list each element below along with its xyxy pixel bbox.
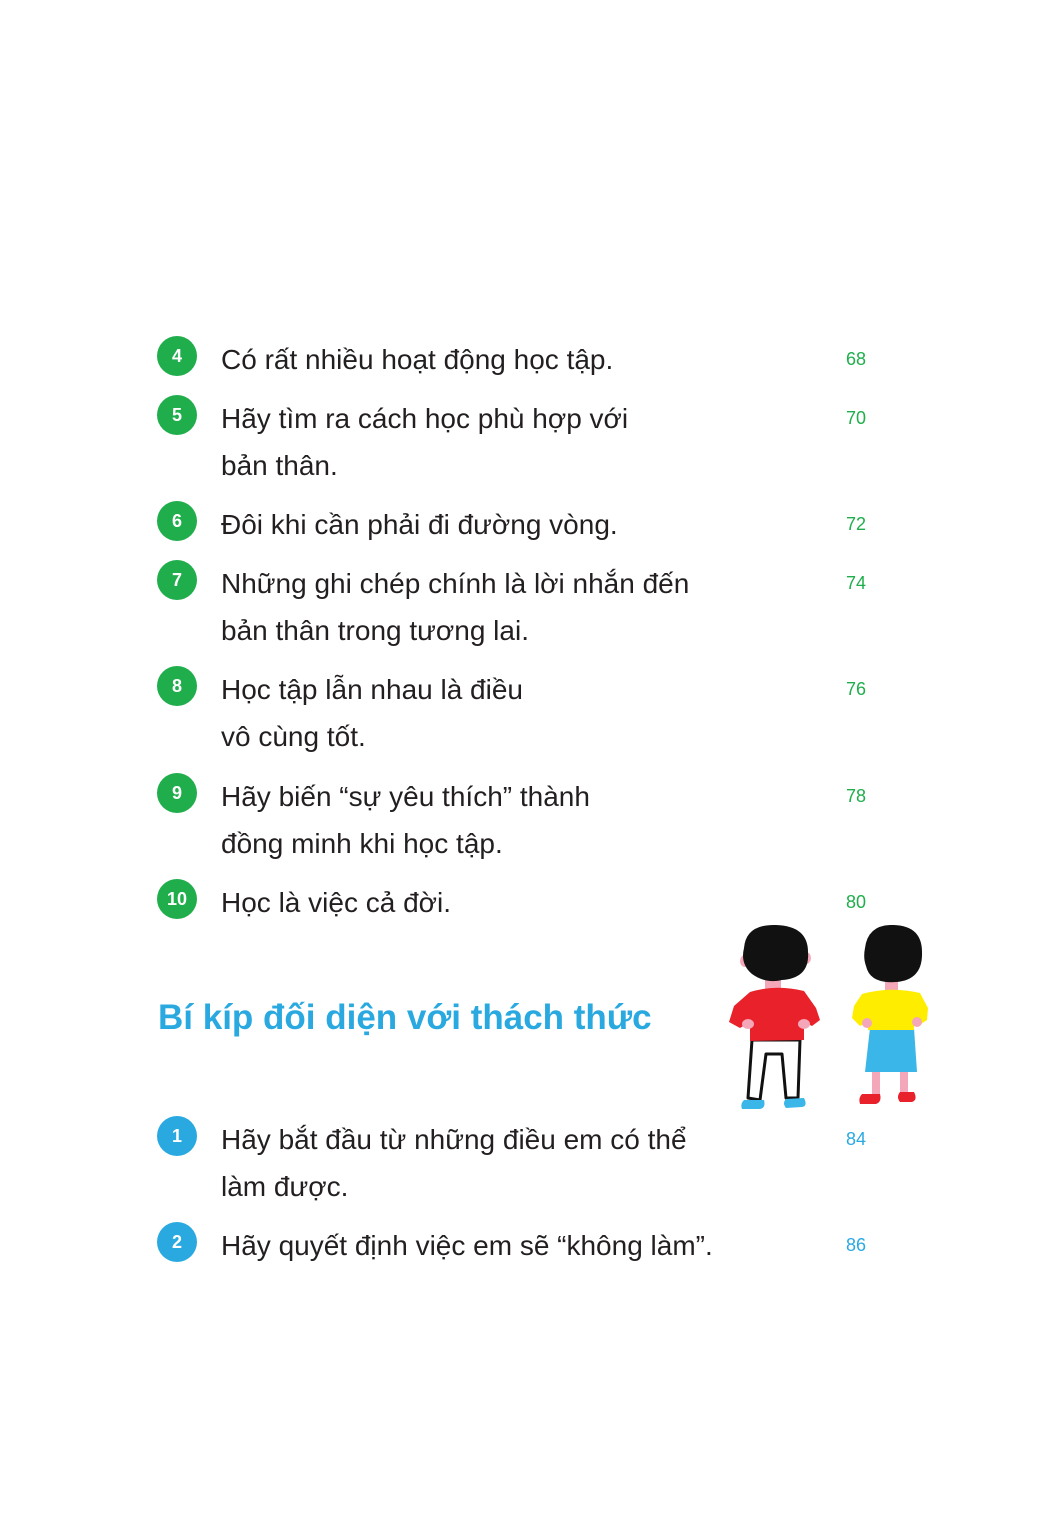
- toc-entry: [0, 773, 1040, 859]
- entry-title-line: vô cùng tốt.: [221, 721, 366, 752]
- entry-title: [221, 666, 821, 760]
- entry-title-line: Hãy biến “sự yêu thích” thành: [221, 781, 590, 812]
- page-number: 68: [846, 349, 867, 369]
- child-left-figure: [729, 925, 820, 1109]
- chapter-number-badge: 6: [157, 501, 197, 541]
- entry-title-line: Những ghi chép chính là lời nhắn đến: [221, 568, 690, 599]
- chapter-number-badge: 2: [157, 1222, 197, 1262]
- toc-entry: [0, 336, 1040, 383]
- entry-title-line: Hãy quyết định việc em sẽ “không làm”.: [221, 1230, 713, 1261]
- children-illustration: [720, 918, 935, 1118]
- toc-entry: [0, 395, 1040, 481]
- entry-title-line: bản thân trong tương lai.: [221, 615, 529, 646]
- toc-entry: [0, 560, 1040, 646]
- page-number: 86: [846, 1235, 867, 1255]
- chapter-number-badge: 10: [157, 879, 197, 919]
- entry-title-line: Có rất nhiều hoạt động học tập.: [221, 344, 614, 375]
- entry-title: [221, 1116, 821, 1210]
- toc-entry: [0, 1222, 1040, 1269]
- page-number: 72: [846, 514, 867, 534]
- entry-title-line: đồng minh khi học tập.: [221, 828, 503, 859]
- chapter-number-badge: 8: [157, 666, 197, 706]
- chapter-number-badge: 9: [157, 773, 197, 813]
- page-number: 78: [846, 786, 867, 806]
- entry-title: [221, 501, 821, 548]
- entry-title-line: Học tập lẫn nhau là điều: [221, 674, 523, 705]
- toc-entry: [0, 666, 1040, 752]
- page-number: 70: [846, 408, 867, 428]
- entry-title: [221, 395, 821, 489]
- page-number: 80: [846, 892, 867, 912]
- entry-title: [221, 773, 821, 867]
- entry-title-line: Hãy tìm ra cách học phù hợp với: [221, 403, 629, 434]
- child-right-figure: [852, 925, 928, 1104]
- entry-title-line: bản thân.: [221, 450, 338, 481]
- entry-title-line: Học là việc cả đời.: [221, 887, 452, 918]
- toc-entry: [0, 1116, 1040, 1202]
- chapter-number-badge: 7: [157, 560, 197, 600]
- page-number: 84: [846, 1129, 867, 1149]
- chapter-number-badge: 5: [157, 395, 197, 435]
- entry-title: [221, 560, 821, 654]
- section-heading: Bí kíp đối diện với thách thức: [158, 998, 652, 1037]
- chapter-number-badge: 1: [157, 1116, 197, 1156]
- entry-title-line: Hãy bắt đầu từ những điều em có thể: [221, 1124, 687, 1155]
- entry-title: [221, 336, 821, 383]
- page-number: 74: [846, 573, 867, 593]
- entry-title: [221, 1222, 821, 1269]
- chapter-number-badge: 4: [157, 336, 197, 376]
- entry-title-line: Đôi khi cần phải đi đường vòng.: [221, 509, 618, 540]
- toc-entry: [0, 501, 1040, 548]
- page-number: 76: [846, 679, 867, 699]
- entry-title-line: làm được.: [221, 1171, 349, 1202]
